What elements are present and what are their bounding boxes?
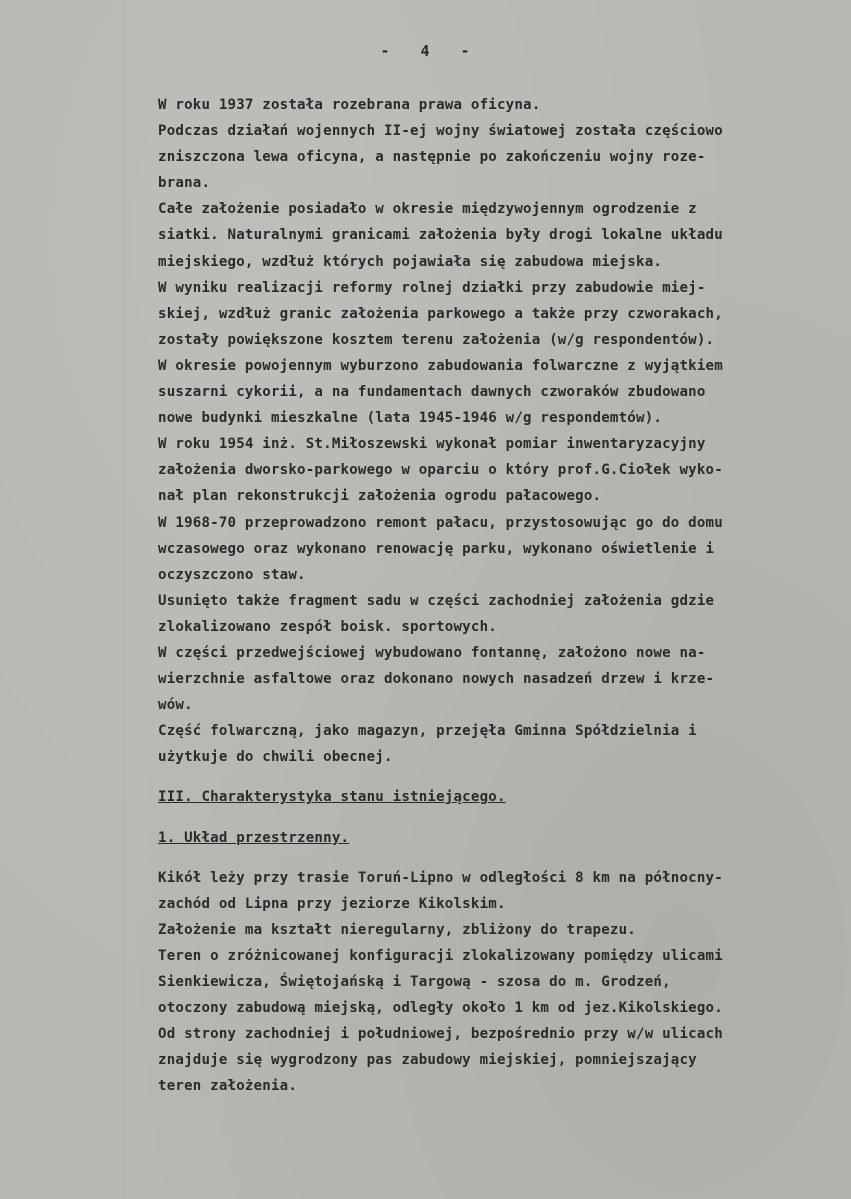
history-paragraphs	[158, 92, 848, 770]
text-line: W roku 1937 została rozebrana prawa oficyna.	[158, 97, 541, 113]
text-line: Część folwarczną, jako magazyn, przejęła Gminna Spółdzielnia i	[158, 723, 697, 740]
text-line: wczasowego oraz wykonano renowację parku, wykonano oświetlenie i	[158, 540, 715, 557]
text-line: Założenie ma kształt nieregularny, zbliżony do trapezu.	[158, 921, 637, 938]
text-line: siatki. Naturalnymi granicami założenia były drogi lokalne układu	[158, 227, 723, 244]
subsection-heading: 1. Układ przestrzenny.	[158, 829, 350, 846]
paper-fold	[123, 0, 126, 1199]
text-line: oczyszczono staw.	[158, 566, 306, 583]
text-line: nał plan rekonstrukcji założenia ogrodu pałacowego.	[158, 488, 602, 505]
page-number-dash-right: -	[460, 42, 471, 60]
text-line: założenia dworsko-parkowego w oparciu o który prof.G.Ciołek wyko-	[158, 462, 723, 479]
text-line: Usunięto także fragment sadu w części zachodniej założenia gdzie	[158, 592, 715, 609]
text-line: W wyniku realizacji reformy rolnej działki przy zabudowie miej-	[158, 279, 706, 296]
spacer	[158, 770, 848, 784]
page-number-dash-left: -	[380, 42, 391, 60]
spacer	[158, 811, 848, 825]
text-line: znajduje się wygrodzony pas zabudowy miejskiej, pomniejszający	[158, 1052, 697, 1069]
text-line: otoczony zabudową miejską, odległy około 1 km od jez.Kikolskiego.	[158, 1000, 723, 1017]
text-line: miejskiego, wzdłuż których pojawiała się zabudowa miejska.	[158, 253, 663, 270]
text-line: zlokalizowano zespół boisk. sportowych.	[158, 618, 497, 635]
text-line: nowe budynki mieszkalne (lata 1945-1946 w/g respondemtów).	[158, 410, 663, 427]
spatial-layout-paragraphs	[158, 865, 848, 1100]
text-line: Całe założenie posiadało w okresie międzywojennym ogrodzenie z	[158, 201, 697, 218]
text-line: Kikół leży przy trasie Toruń-Lipno w odległości 8 km na północny-	[158, 869, 723, 886]
text-line: użytkuje do chwili obecnej.	[158, 749, 393, 766]
section-heading: III. Charakterystyka stanu istniejącego.	[158, 789, 506, 806]
text-line: brana.	[158, 175, 211, 192]
text-line: W okresie powojennym wyburzono zabudowania folwarczne z wyjątkiem	[158, 357, 723, 374]
text-line: skiej, wzdłuż granic założenia parkowego a także przy czworakach,	[158, 305, 723, 322]
page-number	[0, 42, 851, 60]
spacer	[158, 851, 848, 865]
text-line: Podczas działań wojennych II-ej wojny światowej została częściowo	[158, 123, 723, 140]
text-line: teren założenia.	[158, 1078, 298, 1095]
text-line: Sienkiewicza, Świętojańską i Targową - szosa do m. Grodzeń,	[158, 974, 671, 990]
text-line: W 1968-70 przeprowadzono remont pałacu, przystosowując go do domu	[158, 514, 723, 531]
text-line: W roku 1954 inż. St.Miłoszewski wykonał pomiar inwentaryzacyjny	[158, 436, 706, 453]
page-number-value: 4	[420, 42, 431, 60]
text-line: Teren o zróżnicowanej konfiguracji zlokalizowany pomiędzy ulicami	[158, 947, 723, 964]
text-line: zachód od Lipna przy jeziorze Kikolskim.	[158, 895, 506, 912]
text-line: zostały powiększone kosztem terenu założenia (w/g respondentów).	[158, 331, 715, 348]
text-line: Od strony zachodniej i południowej, bezpośrednio przy w/w ulicach	[158, 1026, 723, 1043]
body-text	[158, 92, 848, 1099]
text-line: wierzchnie asfaltowe oraz dokonano nowych nasadzeń drzew i krze-	[158, 671, 715, 688]
text-line: suszarni cykorii, a na fundamentach dawnych czworaków zbudowano	[158, 384, 706, 401]
text-line: zniszczona lewa oficyna, a następnie po zakończeniu wojny roze-	[158, 149, 706, 166]
text-line: W części przedwejściowej wybudowano fontannę, założono nowe na-	[158, 644, 706, 661]
text-line: wów.	[158, 697, 193, 714]
